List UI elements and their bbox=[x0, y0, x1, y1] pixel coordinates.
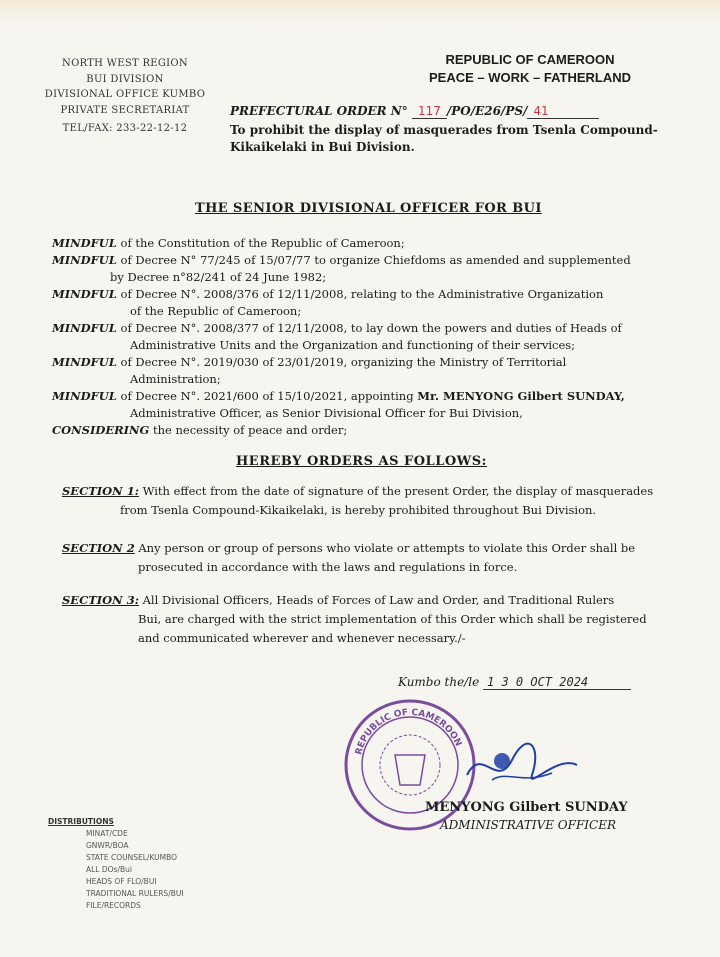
issuing-office-header bbox=[30, 56, 220, 137]
section-3: SECTION 3: All Divisional Officers, Heads of Forces of Law and Order, and Traditional Rulers Bui, are charged with the strict implementation of this Order which shall be registered and communicated wherever and whenever necessary./- bbox=[62, 593, 647, 645]
list-item: MINAT/CDE bbox=[86, 829, 128, 838]
recital: MINDFUL of Decree N°. 2021/600 of 15/10/2021, appointing Mr. MENYONG Gilbert SUNDAY, bbox=[52, 389, 625, 403]
orders-heading: HEREBY ORDERS AS FOLLOWS: bbox=[236, 454, 487, 469]
list-item: TRADITIONAL RULERS/BUI bbox=[86, 889, 184, 898]
section-label: SECTION 1: bbox=[62, 484, 139, 498]
list-item: GNWR/BOA bbox=[86, 841, 129, 850]
republic-header bbox=[400, 51, 660, 87]
recital: by Decree n°82/241 of 24 June 1982; bbox=[110, 270, 327, 284]
order-reference bbox=[230, 104, 599, 119]
signer-name: MENYONG Gilbert SUNDAY bbox=[425, 800, 628, 815]
order-number: 117 bbox=[412, 104, 447, 119]
motto: PEACE – WORK – FATHERLAND bbox=[429, 70, 631, 85]
section-1: SECTION 1: With effect from the date of signature of the present Order, the display of masquerades from Tsenla Compound-Kikaikelaki, is hereby prohibited throughout Bui Division. bbox=[62, 484, 654, 517]
list-item: HEADS OF FLO/BUI bbox=[86, 877, 157, 886]
republic-name: REPUBLIC OF CAMEROON bbox=[445, 52, 615, 67]
recital: MINDFUL of Decree N°. 2008/377 of 12/11/2008, to lay down the powers and duties of Heads of bbox=[52, 321, 622, 335]
document-title: THE SENIOR DIVISIONAL OFFICER FOR BUI bbox=[195, 201, 542, 216]
header-line: NORTH WEST REGION bbox=[62, 58, 188, 69]
recital: Administration; bbox=[130, 372, 221, 386]
signing-place: Kumbo the/le bbox=[398, 675, 480, 689]
list-item: FILE/RECORDS bbox=[86, 901, 141, 910]
signer-title: ADMINISTRATIVE OFFICER bbox=[440, 818, 617, 832]
header-line: BUI DIVISION bbox=[86, 73, 164, 85]
signature-icon bbox=[462, 735, 582, 795]
recital: MINDFUL of Decree N°. 2019/030 of 23/01/2019, organizing the Ministry of Territorial bbox=[52, 355, 567, 369]
order-ref: /PO/E26/PS/ bbox=[446, 104, 528, 118]
top-edge bbox=[0, 0, 720, 22]
header-line: PRIVATE SECRETARIAT bbox=[60, 104, 190, 116]
recital: of the Republic of Cameroon; bbox=[130, 304, 302, 318]
order-label: PREFECTURAL ORDER N° bbox=[230, 104, 408, 118]
recital: Administrative Units and the Organization and functioning of their services; bbox=[130, 338, 576, 352]
header-line: TEL/FAX: 233-22-12-12 bbox=[62, 123, 188, 134]
list-item: STATE COUNSEL/KUMBO bbox=[86, 853, 178, 862]
recital: MINDFUL of Decree N° 77/245 of 15/07/77 to organize Chiefdoms as amended and supplemented bbox=[52, 253, 631, 267]
recital: CONSIDERING the necessity of peace and order; bbox=[52, 423, 348, 437]
recital: Administrative Officer, as Senior Divisional Officer for Bui Division, bbox=[130, 406, 523, 420]
recital: MINDFUL of the Constitution of the Republic of Cameroon; bbox=[52, 236, 405, 250]
order-subject: To prohibit the display of masquerades from Tsenla Compound-Kikaikelaki in Bui Division. bbox=[230, 123, 658, 154]
list-item: ALL DOs/Bui bbox=[86, 865, 132, 874]
recitals bbox=[52, 235, 657, 439]
header-line: DIVISIONAL OFFICE KUMBO bbox=[44, 89, 206, 100]
section-2: SECTION 2 Any person or group of persons who violate or attempts to violate this Order shall be prosecuted in accordance with the laws and regulations in force. bbox=[62, 541, 636, 574]
signing-date: 1 3 0 OCT 2024 bbox=[483, 675, 631, 690]
distribution-list bbox=[48, 816, 184, 912]
section-label: SECTION 3: bbox=[62, 593, 139, 607]
distribution-heading: DISTRIBUTIONS bbox=[48, 817, 114, 826]
appointee-name: Mr. MENYONG Gilbert SUNDAY, bbox=[417, 389, 625, 403]
recital: MINDFUL of Decree N°. 2008/376 of 12/11/2008, relating to the Administrative Organization bbox=[52, 287, 604, 301]
section-label: SECTION 2 bbox=[62, 541, 135, 555]
signing-place-date bbox=[398, 675, 631, 690]
stamp-text: REPUBLIC OF CAMEROON bbox=[354, 707, 464, 756]
order-ref-number: 41 bbox=[527, 104, 599, 119]
